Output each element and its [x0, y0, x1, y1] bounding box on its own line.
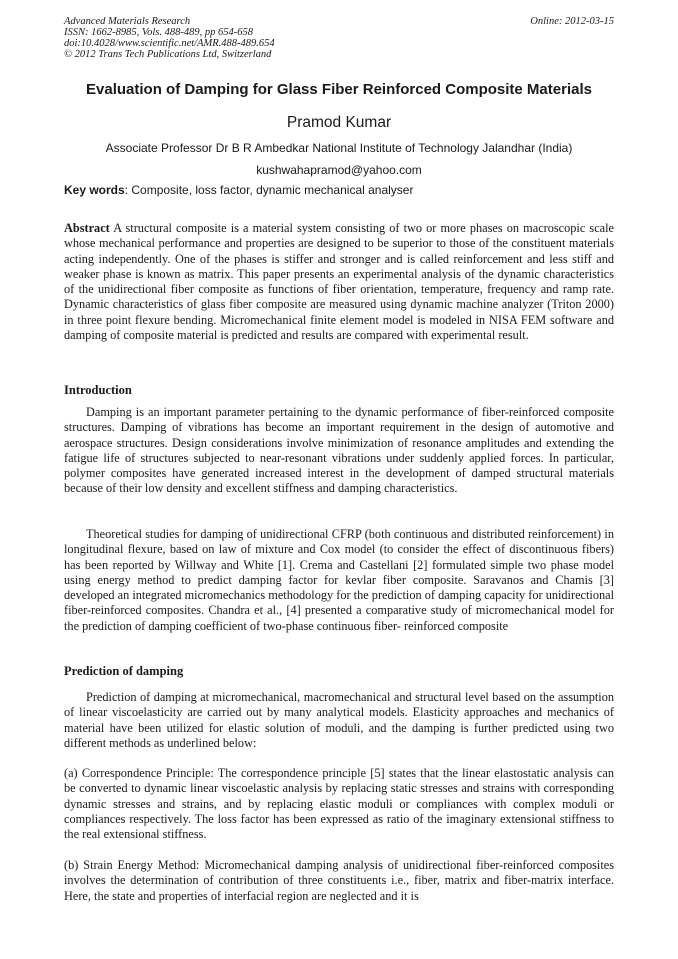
abstract-text: A structural composite is a material system consisting of two or more phases on macroscopic scale whose mechanical performance and properties are designed to be superior to those of the constituent materials acting independently. One of the phases is stiffer and stronger and is called reinforcement and less stiff and weaker phase is known as matrix. This paper presents an experimental analysis of the dynamic characteristics of the unidirectional fiber composite as functions of fiber orientation, temperature, frequency and ramp rate. Dynamic characteristics of glass fiber composite are measured using dynamic machine analyzer (Triton 2000) in three point flexure bending. Micromechanical finite element model is modeled in NISA FEM software and damping of composite material is predicted and results are compared with experimental result. [64, 221, 614, 343]
online-date: Online: 2012-03-15 [530, 16, 614, 27]
keywords-text: : Composite, loss factor, dynamic mechanical analyser [124, 183, 414, 197]
doi: doi:10.4028/www.scientific.net/AMR.488-489.654 [64, 38, 275, 49]
correspondence-principle-paragraph: (a) Correspondence Principle: The correspondence principle [5] states that the linear elastostatic analysis can be converted to dynamic linear viscoelastic analysis by replacing static stresses and strains with corresponding dynamic stresses and strains, and by replacing elastic moduli or compliances with complex moduli or compliances respectively. The loss factor has been expressed as ratio of the imaginary extensional stiffness to the real extensional stiffness. [64, 766, 614, 842]
introduction-paragraph-2: Theoretical studies for damping of unidirectional CFRP (both continuous and distributed reinforcement) in longitudinal flexure, based on law of mixture and Cox model (to consider the effect of discontinuous fibers) has been reported by Willway and White [1]. Crema and Castellani [2] formulated simple two phase model using energy method to predict damping factor for kevlar fiber composite. Saravanos and Chamis [3] developed an integrated micromechanics methodology for the prediction of damping capacity for unidirectional fiber-reinforced composites. Chandra et al., [4] presented a comparative study of micromechanical model for the prediction of damping coefficient of two-phase continuous fiber- reinforced composite [64, 527, 614, 633]
issn: ISSN: 1662-8985, Vols. 488-489, pp 654-658 [64, 27, 253, 38]
strain-energy-paragraph: (b) Strain Energy Method: Micromechanical damping analysis of unidirectional fiber-reinforced composites involves the determination of contribution of three constituents i.e., fiber, matrix and fiber-matrix interface. Here, the state and properties of interfacial region are neglected and it is [64, 858, 614, 903]
abstract [64, 221, 614, 343]
section-heading-prediction: Prediction of damping [64, 664, 184, 678]
author-email: kushwahapramod@yahoo.com [256, 163, 422, 177]
abstract-label: Abstract [64, 221, 110, 235]
prediction-paragraph-1: Prediction of damping at micromechanical, macromechanical and structural level based on the assumption of linear viscoelasticity are carried out by many analytical models. Elasticity approaches and mechanics of material have been utilized for elastic solution of moduli, and the damping is further predicted using two different methods as underlined below: [64, 690, 614, 750]
keywords [64, 183, 413, 197]
author-affiliation: Associate Professor Dr B R Ambedkar National Institute of Technology Jalandhar (India) [105, 141, 573, 155]
author-name: Pramod Kumar [286, 114, 392, 131]
keywords-label: Key words [64, 183, 125, 197]
section-heading-introduction: Introduction [64, 383, 132, 397]
journal-name: Advanced Materials Research [64, 16, 191, 27]
introduction-paragraph-1: Damping is an important parameter pertaining to the dynamic performance of fiber-reinforced composite structures. Damping of vibrations has become an important requirement in the design of automotive and aerospace structures. Design considerations involve minimization of resonance amplitudes and extending the fatigue life of structures subjected to near-resonant vibrations under suddenly applied forces. In particular, polymer composites have generated increased interest in the development of damped structural materials because of their low density and excellent stiffness and damping characteristics. [64, 405, 614, 496]
copyright: © 2012 Trans Tech Publications Ltd, Switzerland [64, 49, 272, 60]
journal-info [64, 16, 275, 60]
paper-title: Evaluation of Damping for Glass Fiber Reinforced Composite Materials [86, 81, 592, 98]
